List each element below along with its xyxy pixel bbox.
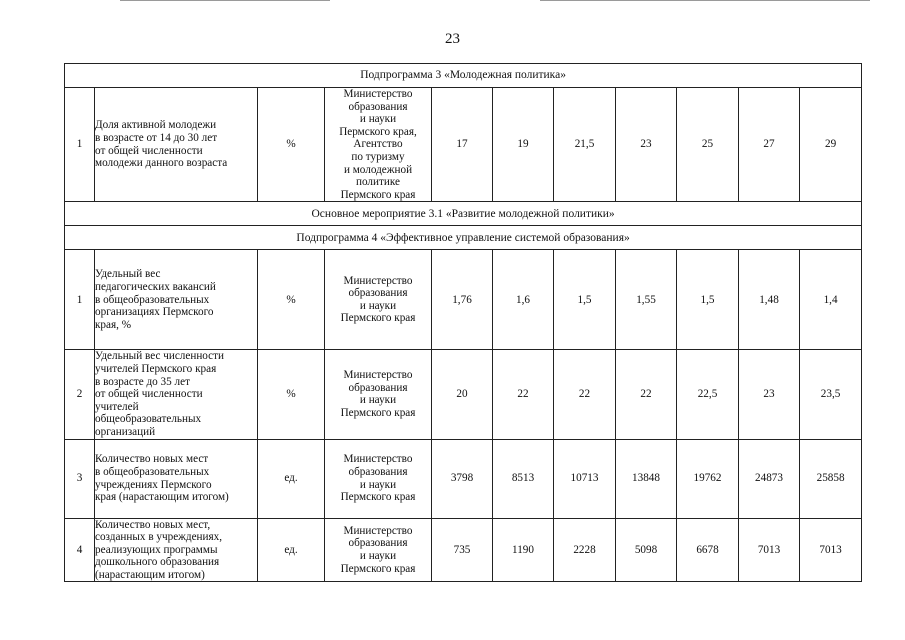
responsible-cell: Министерство образования и науки Пермского края xyxy=(325,439,432,518)
section-heading-row xyxy=(65,226,862,250)
value-cell: 22 xyxy=(493,350,554,439)
responsible-cell: Министерство образования и науки Пермского края xyxy=(325,250,432,350)
unit-cell: % xyxy=(258,88,325,202)
unit-cell: ед. xyxy=(258,439,325,518)
table-row xyxy=(65,518,862,582)
table-row xyxy=(65,88,862,202)
value-cell: 10713 xyxy=(554,439,616,518)
value-cell: 2228 xyxy=(554,518,616,582)
value-cell: 20 xyxy=(432,350,493,439)
indicator-name-cell: Удельный вес численности учителей Пермского края в возрасте до 35 лет от общей численности учителей общеобразовательных организаций xyxy=(95,350,258,439)
unit-cell: ед. xyxy=(258,518,325,582)
table-row xyxy=(65,350,862,439)
value-cell: 1,4 xyxy=(800,250,862,350)
row-number-cell: 2 xyxy=(65,350,95,439)
value-cell: 3798 xyxy=(432,439,493,518)
row-number-cell: 3 xyxy=(65,439,95,518)
value-cell: 23 xyxy=(739,350,800,439)
responsible-cell: Министерство образования и науки Пермского края xyxy=(325,350,432,439)
value-cell: 1,6 xyxy=(493,250,554,350)
row-number-cell: 4 xyxy=(65,518,95,582)
value-cell: 23 xyxy=(616,88,677,202)
value-cell: 25 xyxy=(677,88,739,202)
value-cell: 17 xyxy=(432,88,493,202)
indicator-name-cell: Удельный вес педагогических вакансий в общеобразовательных организациях Пермского края, % xyxy=(95,250,258,350)
value-cell: 8513 xyxy=(493,439,554,518)
indicator-table xyxy=(64,63,862,582)
table-row xyxy=(65,250,862,350)
section-heading-row xyxy=(65,202,862,226)
section-heading: Основное мероприятие 3.1 «Развитие молодежной политики» xyxy=(65,202,862,226)
row-number-cell: 1 xyxy=(65,88,95,202)
unit-cell: % xyxy=(258,350,325,439)
value-cell: 1,5 xyxy=(554,250,616,350)
value-cell: 735 xyxy=(432,518,493,582)
value-cell: 1,76 xyxy=(432,250,493,350)
responsible-cell: Министерство образования и науки Пермского края, Агентство по туризму и молодежной политике Пермского края xyxy=(325,88,432,202)
section-heading-row xyxy=(65,64,862,88)
value-cell: 23,5 xyxy=(800,350,862,439)
value-cell: 7013 xyxy=(800,518,862,582)
value-cell: 22 xyxy=(554,350,616,439)
value-cell: 25858 xyxy=(800,439,862,518)
table-row xyxy=(65,439,862,518)
value-cell: 13848 xyxy=(616,439,677,518)
value-cell: 5098 xyxy=(616,518,677,582)
value-cell: 21,5 xyxy=(554,88,616,202)
value-cell: 1,5 xyxy=(677,250,739,350)
value-cell: 1,48 xyxy=(739,250,800,350)
page-number: 23 xyxy=(445,31,460,47)
value-cell: 29 xyxy=(800,88,862,202)
indicator-name-cell: Количество новых мест в общеобразовательных учреждениях Пермского края (нарастающим итогом) xyxy=(95,439,258,518)
section-heading: Подпрограмма 3 «Молодежная политика» xyxy=(65,64,862,88)
value-cell: 19 xyxy=(493,88,554,202)
value-cell: 22,5 xyxy=(677,350,739,439)
scan-edge-line-right xyxy=(540,0,870,1)
value-cell: 22 xyxy=(616,350,677,439)
value-cell: 19762 xyxy=(677,439,739,518)
value-cell: 7013 xyxy=(739,518,800,582)
value-cell: 24873 xyxy=(739,439,800,518)
section-heading: Подпрограмма 4 «Эффективное управление системой образования» xyxy=(65,226,862,250)
scan-edge-line-left xyxy=(120,0,330,1)
value-cell: 1,55 xyxy=(616,250,677,350)
indicator-name-cell: Количество новых мест, созданных в учреждениях, реализующих программы дошкольного образования (нарастающим итогом) xyxy=(95,518,258,582)
row-number-cell: 1 xyxy=(65,250,95,350)
responsible-cell: Министерство образования и науки Пермского края xyxy=(325,518,432,582)
value-cell: 1190 xyxy=(493,518,554,582)
indicator-name-cell: Доля активной молодежи в возрасте от 14 до 30 лет от общей численности молодежи данного возраста xyxy=(95,88,258,202)
value-cell: 27 xyxy=(739,88,800,202)
value-cell: 6678 xyxy=(677,518,739,582)
unit-cell: % xyxy=(258,250,325,350)
